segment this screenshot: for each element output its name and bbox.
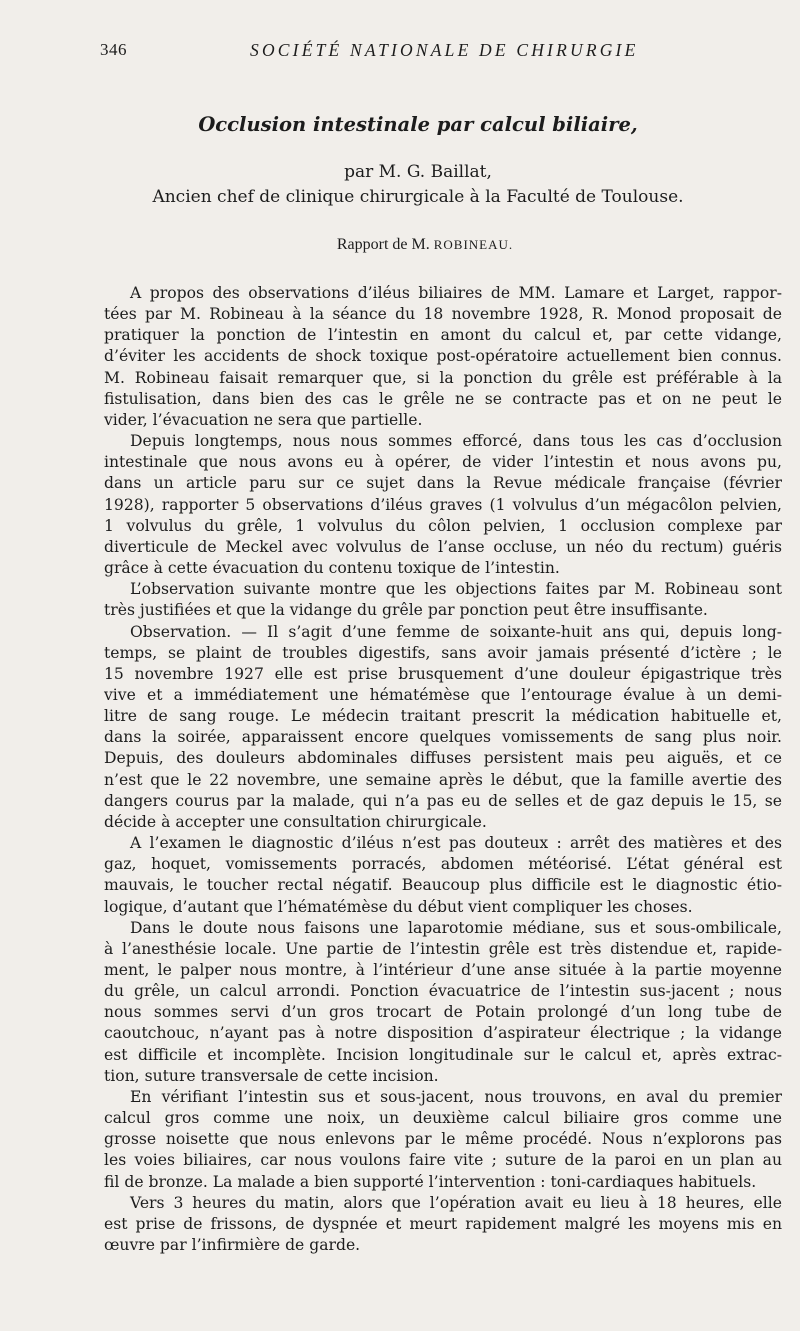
running-title: SOCIÉTÉ NATIONALE DE CHIRURGIE: [250, 40, 639, 60]
text-line: fistulisation, dans bien des cas le grêle ne se contracte pas et on ne peut le: [104, 389, 782, 408]
author-affiliation: Ancien chef de clinique chirurgicale à la Faculté de Toulouse.: [152, 187, 684, 207]
text-line: gaz, hoquet, vomissements porracés, abdomen météorisé. L’état général est: [104, 855, 782, 874]
text-line: calcul gros comme une noix, un deuxième calcul biliaire gros comme une: [104, 1109, 782, 1128]
text-line: très justifiées et que la vidange du grêle par ponction peut être insuffisante.: [104, 601, 708, 620]
article-body: [104, 283, 782, 1256]
text-line: 1928), rapporter 5 observations d’iléus graves (1 volvulus d’un mégacôlon pelvien,: [104, 495, 782, 514]
text-line: 1 volvulus du grêle, 1 volvulus du côlon pelvien, 1 occlusion complexe par: [104, 516, 782, 535]
text-line: décide à accepter une consultation chirurgicale.: [104, 812, 487, 831]
page-number: 346: [100, 40, 127, 59]
text-line: L’observation suivante montre que les objections faites par M. Robineau sont: [130, 580, 782, 599]
article-title: Occlusion intestinale par calcul biliaire,: [198, 113, 638, 136]
text-line: Dans le doute nous faisons une laparotomie médiane, sus et sous-ombilicale,: [130, 918, 782, 937]
report-line: [0, 236, 800, 254]
text-line: litre de sang rouge. Le médecin traitant prescrit la médication habituelle et,: [104, 707, 782, 726]
text-line: Depuis, des douleurs abdominales diffuses persistent mais peu aiguës, et ce: [104, 749, 782, 768]
text-line: 15 novembre 1927 elle est prise brusquement d’une douleur épigastrique très: [104, 664, 782, 683]
text-line: grosse noisette que nous enlevons par le même procédé. Nous n’explorons pas: [104, 1130, 782, 1149]
text-line: dangers courus par la malade, qui n’a pas eu de selles et de gaz depuis le 15, se: [104, 791, 782, 810]
text-line: est prise de frissons, de dyspnée et meurt rapidement malgré les moyens mis en: [104, 1214, 782, 1233]
text-line: tion, suture transversale de cette incision.: [104, 1066, 439, 1085]
text-line: mauvais, le toucher rectal négatif. Beaucoup plus difficile est le diagnostic étio-: [104, 876, 782, 895]
text-line: dans la soirée, apparaissent encore quelques vomissements de sang plus noir.: [104, 728, 782, 747]
text-line: n’est que le 22 novembre, une semaine après le début, que la famille avertie des: [104, 770, 782, 789]
text-line: A l’examen le diagnostic d’iléus n’est pas douteux : arrêt des matières et des: [130, 834, 782, 853]
text-line: logique, d’autant que l’hématémèse du début vient compliquer les choses.: [104, 897, 693, 916]
report-name: ROBINEAU.: [433, 237, 514, 252]
text-line: pratiquer la ponction de l’intestin en amont du calcul et, par cette vidange,: [104, 326, 782, 345]
article-author: par M. G. Baillat,: [344, 162, 492, 182]
page-header: [100, 40, 780, 70]
text-line: tées par M. Robineau à la séance du 18 novembre 1928, R. Monod proposait de: [104, 305, 782, 324]
text-line: caoutchouc, n’ayant pas à notre disposition d’aspirateur électrique ; la vidange: [104, 1024, 782, 1043]
text-line: M. Robineau faisait remarquer que, si la ponction du grêle est préférable à la: [104, 368, 782, 387]
text-line: du grêle, un calcul arrondi. Ponction évacuatrice de l’intestin sus-jacent ; nous: [104, 982, 782, 1001]
text-line: intestinale que nous avons eu à opérer, de vider l’intestin et nous avons pu,: [104, 453, 782, 472]
text-line: les voies biliaires, car nous voulons faire vite ; suture de la paroi en un plan au: [104, 1151, 782, 1170]
text-line: Depuis longtemps, nous nous sommes efforcé, dans tous les cas d’occlusion: [130, 432, 782, 451]
text-line: Vers 3 heures du matin, alors que l’opération avait eu lieu à 18 heures, elle: [130, 1193, 782, 1212]
text-line: A propos des observations d’iléus biliaires de MM. Lamare et Larget, rappor-: [130, 284, 782, 302]
text-line: vive et a immédiatement une hématémèse que l’entourage évalue à un demi-: [104, 685, 782, 704]
text-line: Observation. — Il s’agit d’une femme de soixante-huit ans qui, depuis long-: [130, 622, 782, 641]
text-line: nous sommes servi d’un gros trocart de Potain prolongé d’un long tube de: [104, 1003, 782, 1022]
text-line: est difficile et incomplète. Incision longitudinale sur le calcul et, après extrac-: [104, 1045, 782, 1064]
text-line: fil de bronze. La malade a bien supporté l’intervention : toni-cardiaques habituels.: [104, 1172, 757, 1191]
text-line: d’éviter les accidents de shock toxique post-opératoire actuellement bien connus.: [104, 347, 782, 366]
report-prefix: Rapport de M.: [336, 236, 430, 253]
text-line: temps, se plaint de troubles digestifs, sans avoir jamais présenté d’ictère ; le: [104, 643, 782, 662]
text-line: ment, le palper nous montre, à l’intérieur d’une anse située à la partie moyenne: [104, 961, 782, 979]
text-line: vider, l’évacuation ne sera que partielle.: [104, 410, 423, 429]
text-line: grâce à cette évacuation du contenu toxique de l’intestin.: [104, 559, 560, 578]
text-line: diverticule de Meckel avec volvulus de l’anse occluse, un néo du rectum) guéris: [104, 537, 782, 556]
text-line: à l’anesthésie locale. Une partie de l’intestin grêle est très distendue et, rapide-: [104, 939, 782, 958]
text-line: En vérifiant l’intestin sus et sous-jacent, nous trouvons, en aval du premier: [130, 1087, 782, 1106]
text-line: dans un article paru sur ce sujet dans la Revue médicale française (février: [104, 474, 782, 493]
text-line: œuvre par l’infirmière de garde.: [104, 1236, 361, 1255]
